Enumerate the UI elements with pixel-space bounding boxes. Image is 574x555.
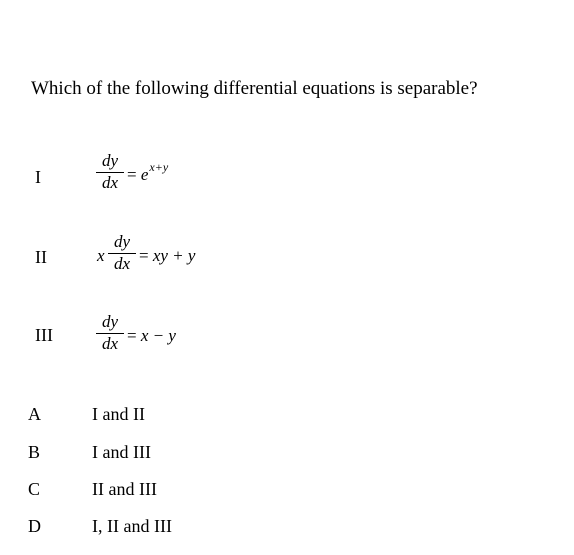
fraction-3 [96, 313, 124, 353]
rhs-expression: x − y [140, 326, 176, 345]
fraction-1 [96, 152, 124, 192]
equation-numeral-1: I [35, 167, 41, 187]
fraction-numerator: dy [101, 312, 119, 331]
option-letter: B [28, 442, 41, 462]
exp-base: e [140, 165, 149, 184]
option-text: I, II and III [92, 516, 172, 536]
option-letter: C [28, 479, 41, 499]
equation-rhs-2 [139, 246, 195, 266]
equation-numeral-3: III [35, 325, 53, 345]
question-text: Which of the following differential equations is separable? [31, 78, 478, 99]
fraction-2 [108, 233, 136, 273]
option-letter: D [28, 516, 41, 536]
equation-rhs-1 [127, 160, 169, 185]
fraction-denominator: dx [101, 334, 119, 353]
option-text: I and II [92, 404, 145, 424]
option-text: II and III [92, 479, 157, 499]
fraction-denominator: dx [113, 254, 131, 273]
rhs-expression: xy + y [152, 246, 196, 265]
equals-sign: = [127, 326, 137, 345]
equation-rhs-3 [127, 326, 176, 346]
fraction-numerator: dy [113, 232, 131, 251]
equals-sign: = [127, 165, 137, 184]
fraction-numerator: dy [101, 151, 119, 170]
fraction-denominator: dx [101, 173, 119, 192]
equals-sign: = [139, 246, 149, 265]
equation-numeral-2: II [35, 247, 47, 267]
option-text: I and III [92, 442, 151, 462]
option-letter: A [28, 404, 41, 424]
exp-power: x+y [149, 160, 169, 174]
lhs-prefix-2: x [97, 246, 105, 265]
